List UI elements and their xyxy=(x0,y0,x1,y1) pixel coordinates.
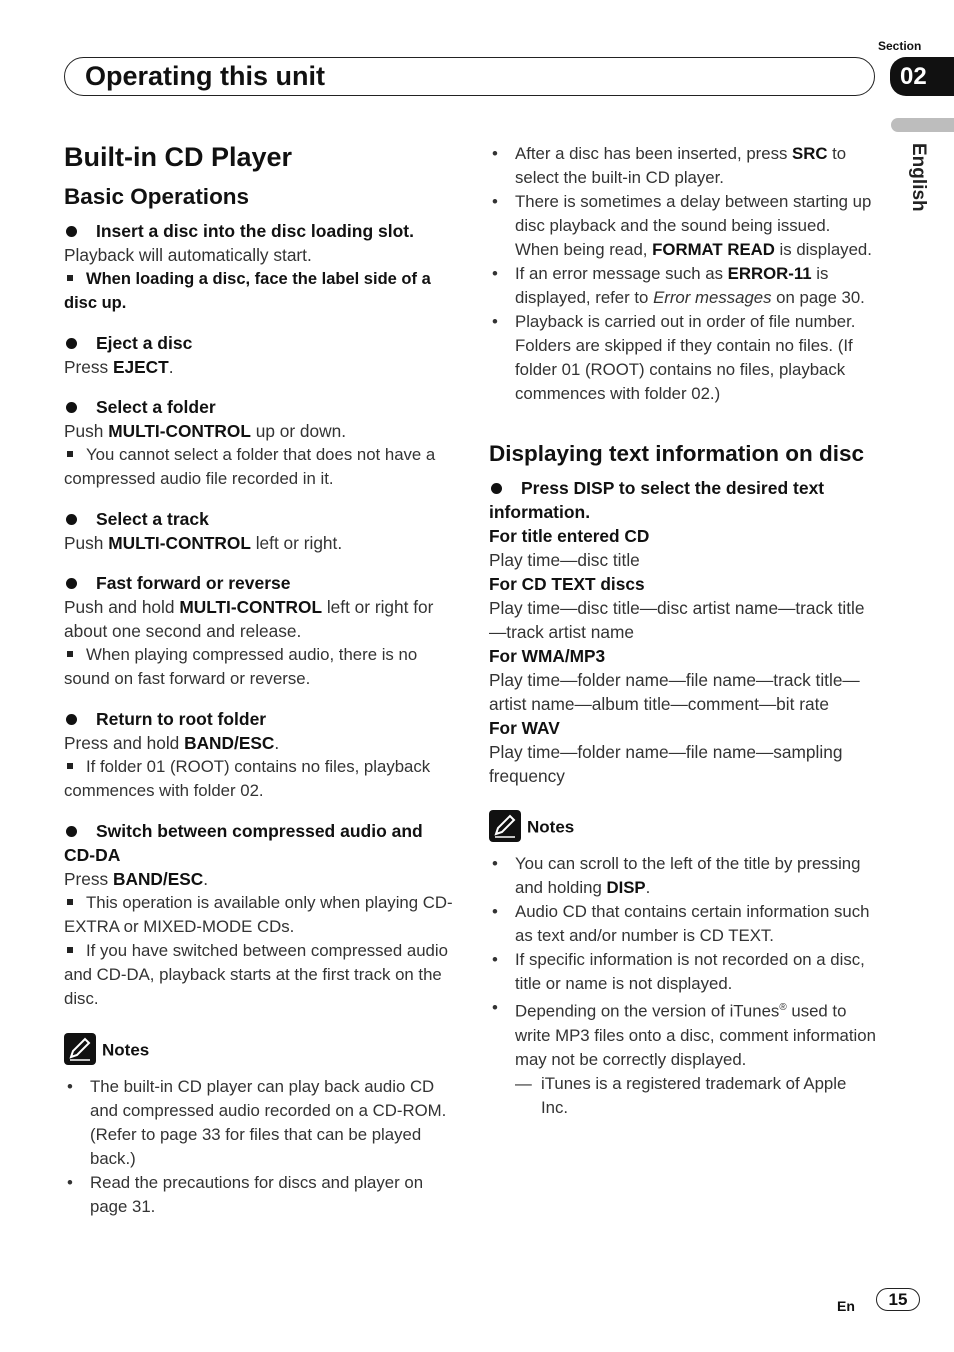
page-number: 15 xyxy=(876,1288,920,1311)
note-item: • Depending on the version of iTunes® used to write MP3 files onto a disc, comment information may not be correctly displayed. xyxy=(492,998,876,1069)
note-item: • You can scroll to the left of the title by pressing and holding DISP. xyxy=(492,854,861,897)
bullet-icon xyxy=(491,483,502,494)
step-note: If you have switched between compressed audio and CD-DA, playback starts at the first track on the disc. xyxy=(64,941,448,1008)
mode-title: For CD TEXT discs xyxy=(489,574,645,594)
square-bullet-icon xyxy=(67,947,73,953)
language-tab: English xyxy=(908,143,929,212)
mode-title: For title entered CD xyxy=(489,526,650,546)
note-item: • There is sometimes a delay between starting up disc playback and the sound being issued. When being read, FORMAT READ is displayed. xyxy=(492,192,872,259)
note-item: • If an error message such as ERROR-11 is displayed, refer to Error messages on page 30. xyxy=(492,264,865,307)
square-bullet-icon xyxy=(67,275,73,281)
notes-heading: Notes xyxy=(489,812,877,846)
note-sub-item: — iTunes is a registered trademark of Apple Inc. xyxy=(515,1073,847,1117)
step-desc: Playback will automatically start. xyxy=(64,245,312,265)
mode-desc: Play time—disc title—disc artist name—track title—track artist name xyxy=(489,598,865,642)
step-insert-disc: Insert a disc into the disc loading slot. xyxy=(64,219,454,243)
square-bullet-icon xyxy=(67,651,73,657)
step-desc: Push MULTI-CONTROL left or right. xyxy=(64,533,343,553)
step-note: When loading a disc, face the label side of a disc up. xyxy=(64,270,431,312)
note-item: • After a disc has been inserted, press SRC to select the built-in CD player. xyxy=(492,144,847,187)
step-desc: Push MULTI-CONTROL up or down. xyxy=(64,421,347,441)
note-item: • The built-in CD player can play back audio CD and compressed audio recorded on a CD-ROM. (Refer to page 33 for files that can be played back.) xyxy=(67,1077,447,1168)
note-item: • Playback is carried out in order of file number. Folders are skipped if they contain no files. (If folder 01 (ROOT) contains no files, playback commences with folder 02.) xyxy=(492,312,856,403)
section-number: 02 xyxy=(890,57,954,96)
section-label: Section xyxy=(878,39,922,53)
bullet-icon xyxy=(66,402,77,413)
page-heading: Built-in CD Player xyxy=(64,142,293,172)
step-switch-audio: Switch between compressed audio and CD-DA xyxy=(64,821,423,865)
note-item: • If specific information is not recorded on a disc, title or name is not displayed. xyxy=(492,950,865,993)
mode-title: For WMA/MP3 xyxy=(489,646,606,666)
pencil-icon xyxy=(489,810,521,842)
step-note: If folder 01 (ROOT) contains no files, playback commences with folder 02. xyxy=(64,757,431,800)
section-heading-text-info: Displaying text information on disc xyxy=(489,441,865,466)
step-return-root: Return to root folder xyxy=(64,707,454,731)
step-select-track: Select a track xyxy=(64,507,454,531)
note-item: • Read the precautions for discs and player on page 31. xyxy=(67,1173,424,1216)
right-column xyxy=(489,142,877,1120)
bullet-icon xyxy=(66,338,77,349)
step-note: When playing compressed audio, there is no sound on fast forward or reverse. xyxy=(64,645,418,688)
step-desc: Press and hold BAND/ESC. xyxy=(64,733,280,753)
square-bullet-icon xyxy=(67,451,73,457)
section-heading-basic-operations: Basic Operations xyxy=(64,184,250,209)
step-desc: Press BAND/ESC. xyxy=(64,869,209,889)
step-press-disp: Press DISP to select the desired text information. xyxy=(489,478,825,522)
note-item: • Audio CD that contains certain information such as text and/or number is CD TEXT. xyxy=(492,902,870,945)
bullet-icon xyxy=(66,826,77,837)
bullet-icon xyxy=(66,514,77,525)
mode-title: For WAV xyxy=(489,718,560,738)
chapter-title: Operating this unit xyxy=(85,61,325,91)
side-tab-bar xyxy=(891,118,954,132)
step-eject-disc: Eject a disc xyxy=(64,331,454,355)
mode-desc: Play time—folder name—file name—sampling frequency xyxy=(489,742,843,786)
step-fast-forward: Fast forward or reverse xyxy=(64,571,454,595)
pencil-icon xyxy=(64,1033,96,1065)
step-note: You cannot select a folder that does not have a compressed audio file recorded in it. xyxy=(64,445,436,488)
footer-language: En xyxy=(837,1298,855,1314)
bullet-icon xyxy=(66,714,77,725)
square-bullet-icon xyxy=(67,763,73,769)
step-desc: Press EJECT. xyxy=(64,357,174,377)
step-select-folder: Select a folder xyxy=(64,395,454,419)
square-bullet-icon xyxy=(67,899,73,905)
left-column xyxy=(64,141,454,1219)
mode-desc: Play time—folder name—file name—track title—artist name—album title—comment—bit rate xyxy=(489,670,860,714)
bullet-icon xyxy=(66,226,77,237)
step-desc: Push and hold MULTI-CONTROL left or right for about one second and release. xyxy=(64,597,434,641)
notes-heading: Notes xyxy=(64,1035,454,1069)
chapter-header xyxy=(64,57,875,96)
mode-desc: Play time—disc title xyxy=(489,550,640,570)
bullet-icon xyxy=(66,578,77,589)
step-note: This operation is available only when playing CD-EXTRA or MIXED-MODE CDs. xyxy=(64,893,453,936)
